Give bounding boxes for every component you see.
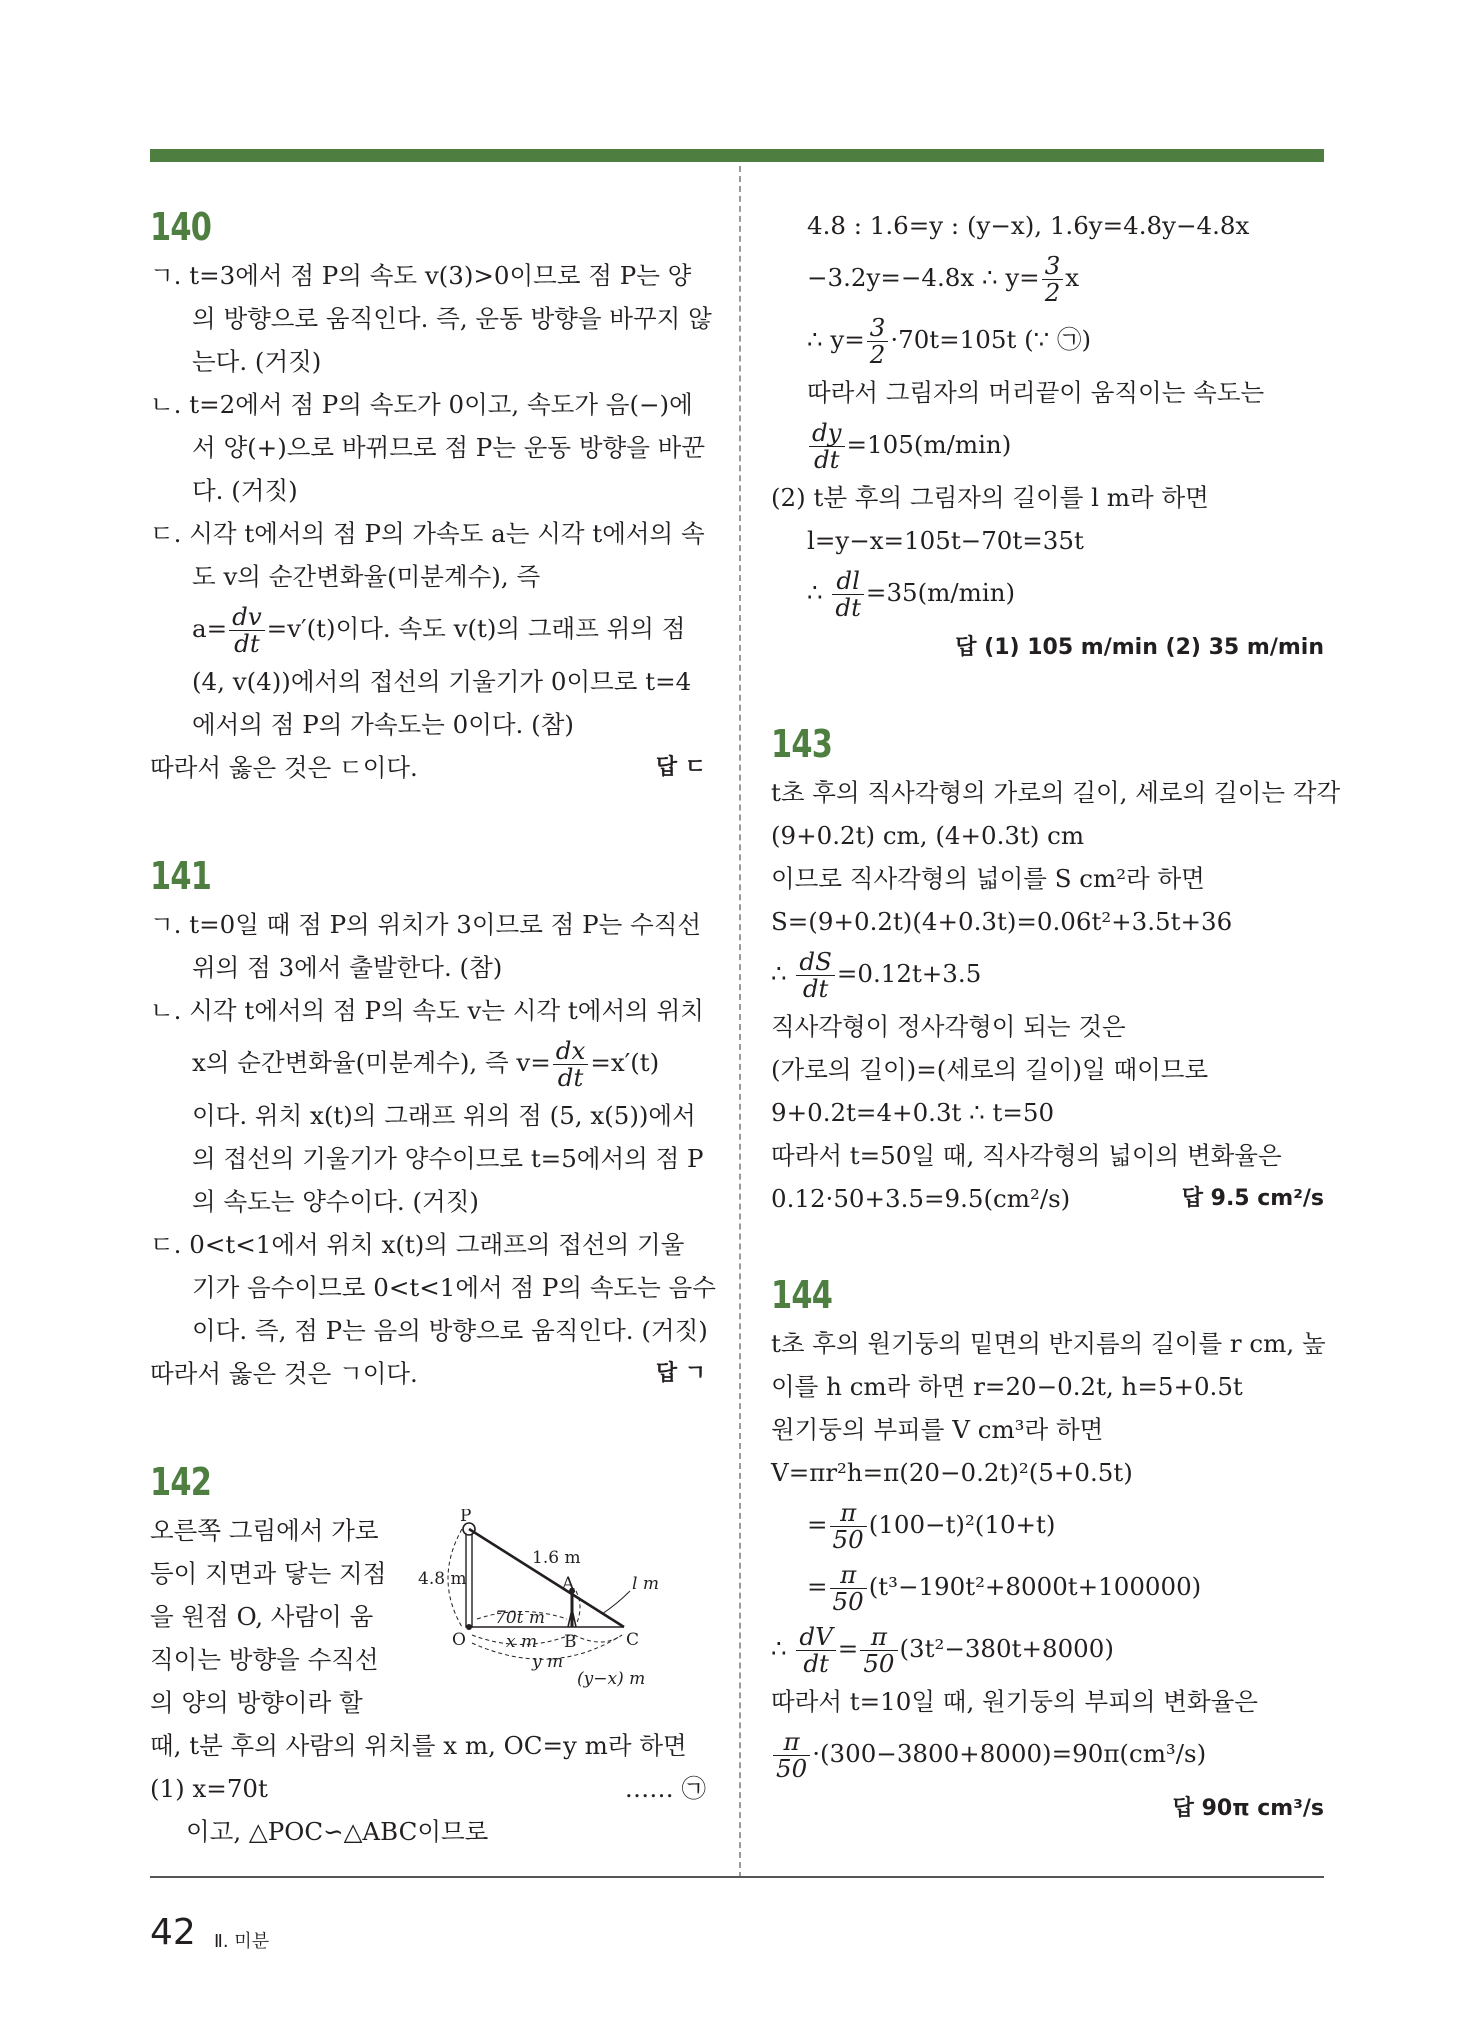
p142-intro: 오른쪽 그림에서 가로 등이 지면과 닿는 지점 을 원점 O, 사람이 움 직이는 방향을 수직선 의 양의 방향이라 할 <box>150 1516 387 1717</box>
fraction: $\frac{dv}{dt}$ <box>229 604 265 657</box>
p140-item-a: ㄱ. t=3에서 점 P의 속도 v(3)>0이므로 점 P는 양 <box>150 261 692 290</box>
problem-number-144: 144 <box>771 1273 833 1317</box>
p144-answer <box>771 1785 1324 1830</box>
right-column: 4.8 : 1.6=y : (y−x), 1.6y=4.8y−4.8x −3.2y=−4.8x ∴ y= $\frac{3}{2}$ x ∴ y= $\frac{3}{2}$ ·70t=105t (∵ ㉠) 따라서 그림자의 머리끝이 움직이는 속도는 $\frac{dy}{dt}$ =105(m/min) (2) t분 후의 그림자의 길이를 l m라 하면 l=y−x=105t−70t=35t ∴ $\frac{dl}{dt}$ =35(m/min) 답 (1) 105 m/min (2) 35 m/min 143 t초 후의 직사각형의 가로의 길이, 세로의 길이는 각각 (9+0.2t) cm, (4+0.3t) cm 이므로 직사각형의 넓이를 S cm²라 하면 S=(9+0.2t)(4+0.3t)=0.06t²+3.5t+36 ∴ $\frac{dS}{dt}$ =0.12t+3.5 직사각형이 정사각형이 되는 것은 (가로의 길이)=(세로의 길이)일 때이므로 9+0.2t=4+0.3t ∴ t=50 따라서 t=50일 때, 직사각형의 넓이의 변화율은 0.12·50+3.5=9.5(cm²/s) 답 9.5 cm²/s 144 t초 후의 원기둥의 밑면의 반지름의 길이를 r cm, 높 이를 h cm라 하면 r=20−0.2t, h=5+0.5t 원기둥의 부피를 V cm³라 하면 V=πr²h=π(20−0.2t)²(5+0.5t) = $\frac{\pi}{50}$ (100−t)²(10+t) = $\frac{\pi}{50}$ (t³−190t²+8000t+100000) ∴ $\frac{dV}{dt}$ = $\frac{\pi}{50}$ (3t²−380t+8000) 따라서 t=10일 때, 원기둥의 부피의 변화율은 $\frac{\pi}{50}$ ·(300−3800+8000)=90π(cm³/s) 답 90π cm³/s <box>771 204 1324 1830</box>
label-shadow-length: l m <box>632 1574 659 1594</box>
shadow-diagram <box>412 1509 712 1724</box>
page-number: 42 <box>150 1912 196 1953</box>
fraction: $\frac{3}{2}$ <box>1042 253 1064 306</box>
p140-formula-a: a= $\frac{dv}{dt}$ =v′(t)이다. 속도 v(t)의 그래프 위의 점 <box>192 602 686 658</box>
label-lamp-height: 4.8 m <box>418 1569 467 1589</box>
problem-number-142: 142 <box>150 1460 212 1504</box>
p142-intro-last: 때, t분 후의 사람의 위치를 x m, OC=y m라 하면 <box>150 1731 687 1760</box>
p142-proportion: 4.8 : 1.6=y : (y−x), 1.6y=4.8y−4.8x <box>807 211 1250 240</box>
problem-number-140: 140 <box>150 205 212 249</box>
label-b: B <box>564 1632 577 1652</box>
label-distance: 70t m <box>495 1608 545 1628</box>
fraction: $\frac{dy}{dt}$ <box>809 420 845 473</box>
section-label: Ⅱ. 미분 <box>214 1931 270 1952</box>
p141-item-b: ㄴ. 시각 t에서의 점 P의 속도 v는 시각 t에서의 위치 <box>150 996 704 1025</box>
label-c: C <box>626 1630 640 1650</box>
label-shadow: (y−x) m <box>577 1669 646 1689</box>
fraction: $\frac{dS}{dt}$ <box>796 949 834 1002</box>
left-column: 140 ㄱ. t=3에서 점 P의 속도 v(3)>0이므로 점 P는 양 의 방향으로 움직인다. 즉, 운동 방향을 바꾸지 않 는다. (거짓) ㄴ. t=2에서 점 P의 속도가 0이고, 속도가 음(−)에 서 양(+)으로 바뀌므로 점 P는 운동 방향을 바꾼 다. (거짓) ㄷ. 시각 t에서의 점 P의 가속도 a는 시각 t에서의 속 도 v의 순간변화율(미분계수), 즉 a= $\frac{dv}{dt}$ =v′(t)이다. 속도 v(t)의 그래프 위의 점 (4, v(4))에서의 접선의 기울기가 0이므로 t=4 에서의 점 P의 가속도는 0이다. (참) 따라서 옳은 것은 ㄷ이다. 답 ㄷ 141 ㄱ. t=0일 때 점 P의 위치가 3이므로 점 P는 수직선 위의 점 3에서 출발한다. (참) ㄴ. 시각 t에서의 점 P의 속도 v는 시각 t에서의 위치 x의 순간변화율(미분계수), 즉 v= $\frac{dx}{dt}$ =x′(t) 이다. 위치 x(t)의 그래프 위의 점 (5, x(5))에서 의 접선의 기울기가 양수이므로 t=5에서의 점 P 의 속도는 양수이다. (거짓) ㄷ. 0<t<1에서 위치 x(t)의 그래프의 접선의 기울 기가 음수이므로 0<t<1에서 점 P의 속도는 음수 이다. 즉, 점 P는 음의 방향으로 움직인다. (거짓) 따라서 옳은 것은 ㄱ이다. 답 ㄱ 142 오른쪽 그림에서 가로 등이 지면과 닿는 지점 을 원점 O, 사람이 움 직이는 방향을 수직선 의 양의 방향이라 할 P 4.8 m 1.6 m A l m 70t m O x m B C y m (y−x) m 때, t분 후의 사람의 위치를 x m, OC=y m라 하면 (1) x=70t …… ㉠ 이고, △POC∽△ABC이므로 <box>150 200 706 1853</box>
label-person-height: 1.6 m <box>532 1548 581 1568</box>
label-x: x m <box>506 1632 538 1652</box>
lamp-post <box>466 1531 472 1627</box>
p142-step-1: (1) x=70t …… ㉠ <box>150 1774 706 1803</box>
fraction: $\frac{\pi}{50}$ <box>773 1729 810 1782</box>
fraction: $\frac{3}{2}$ <box>867 315 889 368</box>
answer-badge: 답 ㄱ <box>655 1361 706 1386</box>
p142-intro-with-figure <box>150 1509 706 1724</box>
answer-badge: 답 90π cm³/s <box>1172 1796 1324 1821</box>
fraction: $\frac{dl}{dt}$ <box>832 568 864 621</box>
origin-point <box>466 1624 472 1630</box>
bottom-rule <box>150 1876 1324 1878</box>
p140-item-b: ㄴ. t=2에서 점 P의 속도가 0이고, 속도가 음(−)에 <box>150 390 693 419</box>
answer-badge: 답 ㄷ <box>655 755 706 780</box>
fraction: $\frac{dV}{dt}$ <box>796 1624 835 1677</box>
answer-badge: 답 (1) 105 m/min (2) 35 m/min <box>955 635 1324 660</box>
column-divider <box>739 166 741 1878</box>
p141-conclusion: 따라서 옳은 것은 ㄱ이다. 답 ㄱ <box>150 1352 706 1395</box>
fraction: $\frac{\pi}{50}$ <box>830 1562 867 1615</box>
label-a: A <box>562 1574 575 1594</box>
fraction: $\frac{dx}{dt}$ <box>553 1038 589 1091</box>
p141-item-c: ㄷ. 0<t<1에서 위치 x(t)의 그래프의 접선의 기울 <box>150 1230 685 1259</box>
p143-final: 0.12·50+3.5=9.5(cm²/s) 답 9.5 cm²/s <box>771 1177 1324 1220</box>
fraction: $\frac{\pi}{50}$ <box>830 1500 867 1553</box>
answer-badge: 답 9.5 cm²/s <box>1181 1186 1324 1211</box>
streetlight-shadow-figure <box>412 1509 712 1724</box>
p141-formula-v: x의 순간변화율(미분계수), 즉 v= $\frac{dx}{dt}$ =x′(t) <box>192 1036 660 1092</box>
p140-item-c: ㄷ. 시각 t에서의 점 P의 가속도 a는 시각 t에서의 속 <box>150 519 705 548</box>
problem-number-143: 143 <box>771 722 833 766</box>
label-p: P <box>460 1509 472 1526</box>
problem-number-141: 141 <box>150 854 212 898</box>
p141-item-a: ㄱ. t=0일 때 점 P의 위치가 3이므로 점 P는 수직선 <box>150 910 702 939</box>
fraction: $\frac{\pi}{50}$ <box>860 1624 897 1677</box>
top-accent-bar <box>150 149 1324 162</box>
label-o: O <box>452 1630 466 1650</box>
label-y: y m <box>532 1652 564 1672</box>
p142-answer <box>771 624 1324 669</box>
p142-step-2: (2) t분 후의 그림자의 길이를 l m라 하면 <box>771 483 1209 512</box>
p140-conclusion: 따라서 옳은 것은 ㄷ이다. 답 ㄷ <box>150 746 706 789</box>
light-ray <box>469 1529 624 1627</box>
